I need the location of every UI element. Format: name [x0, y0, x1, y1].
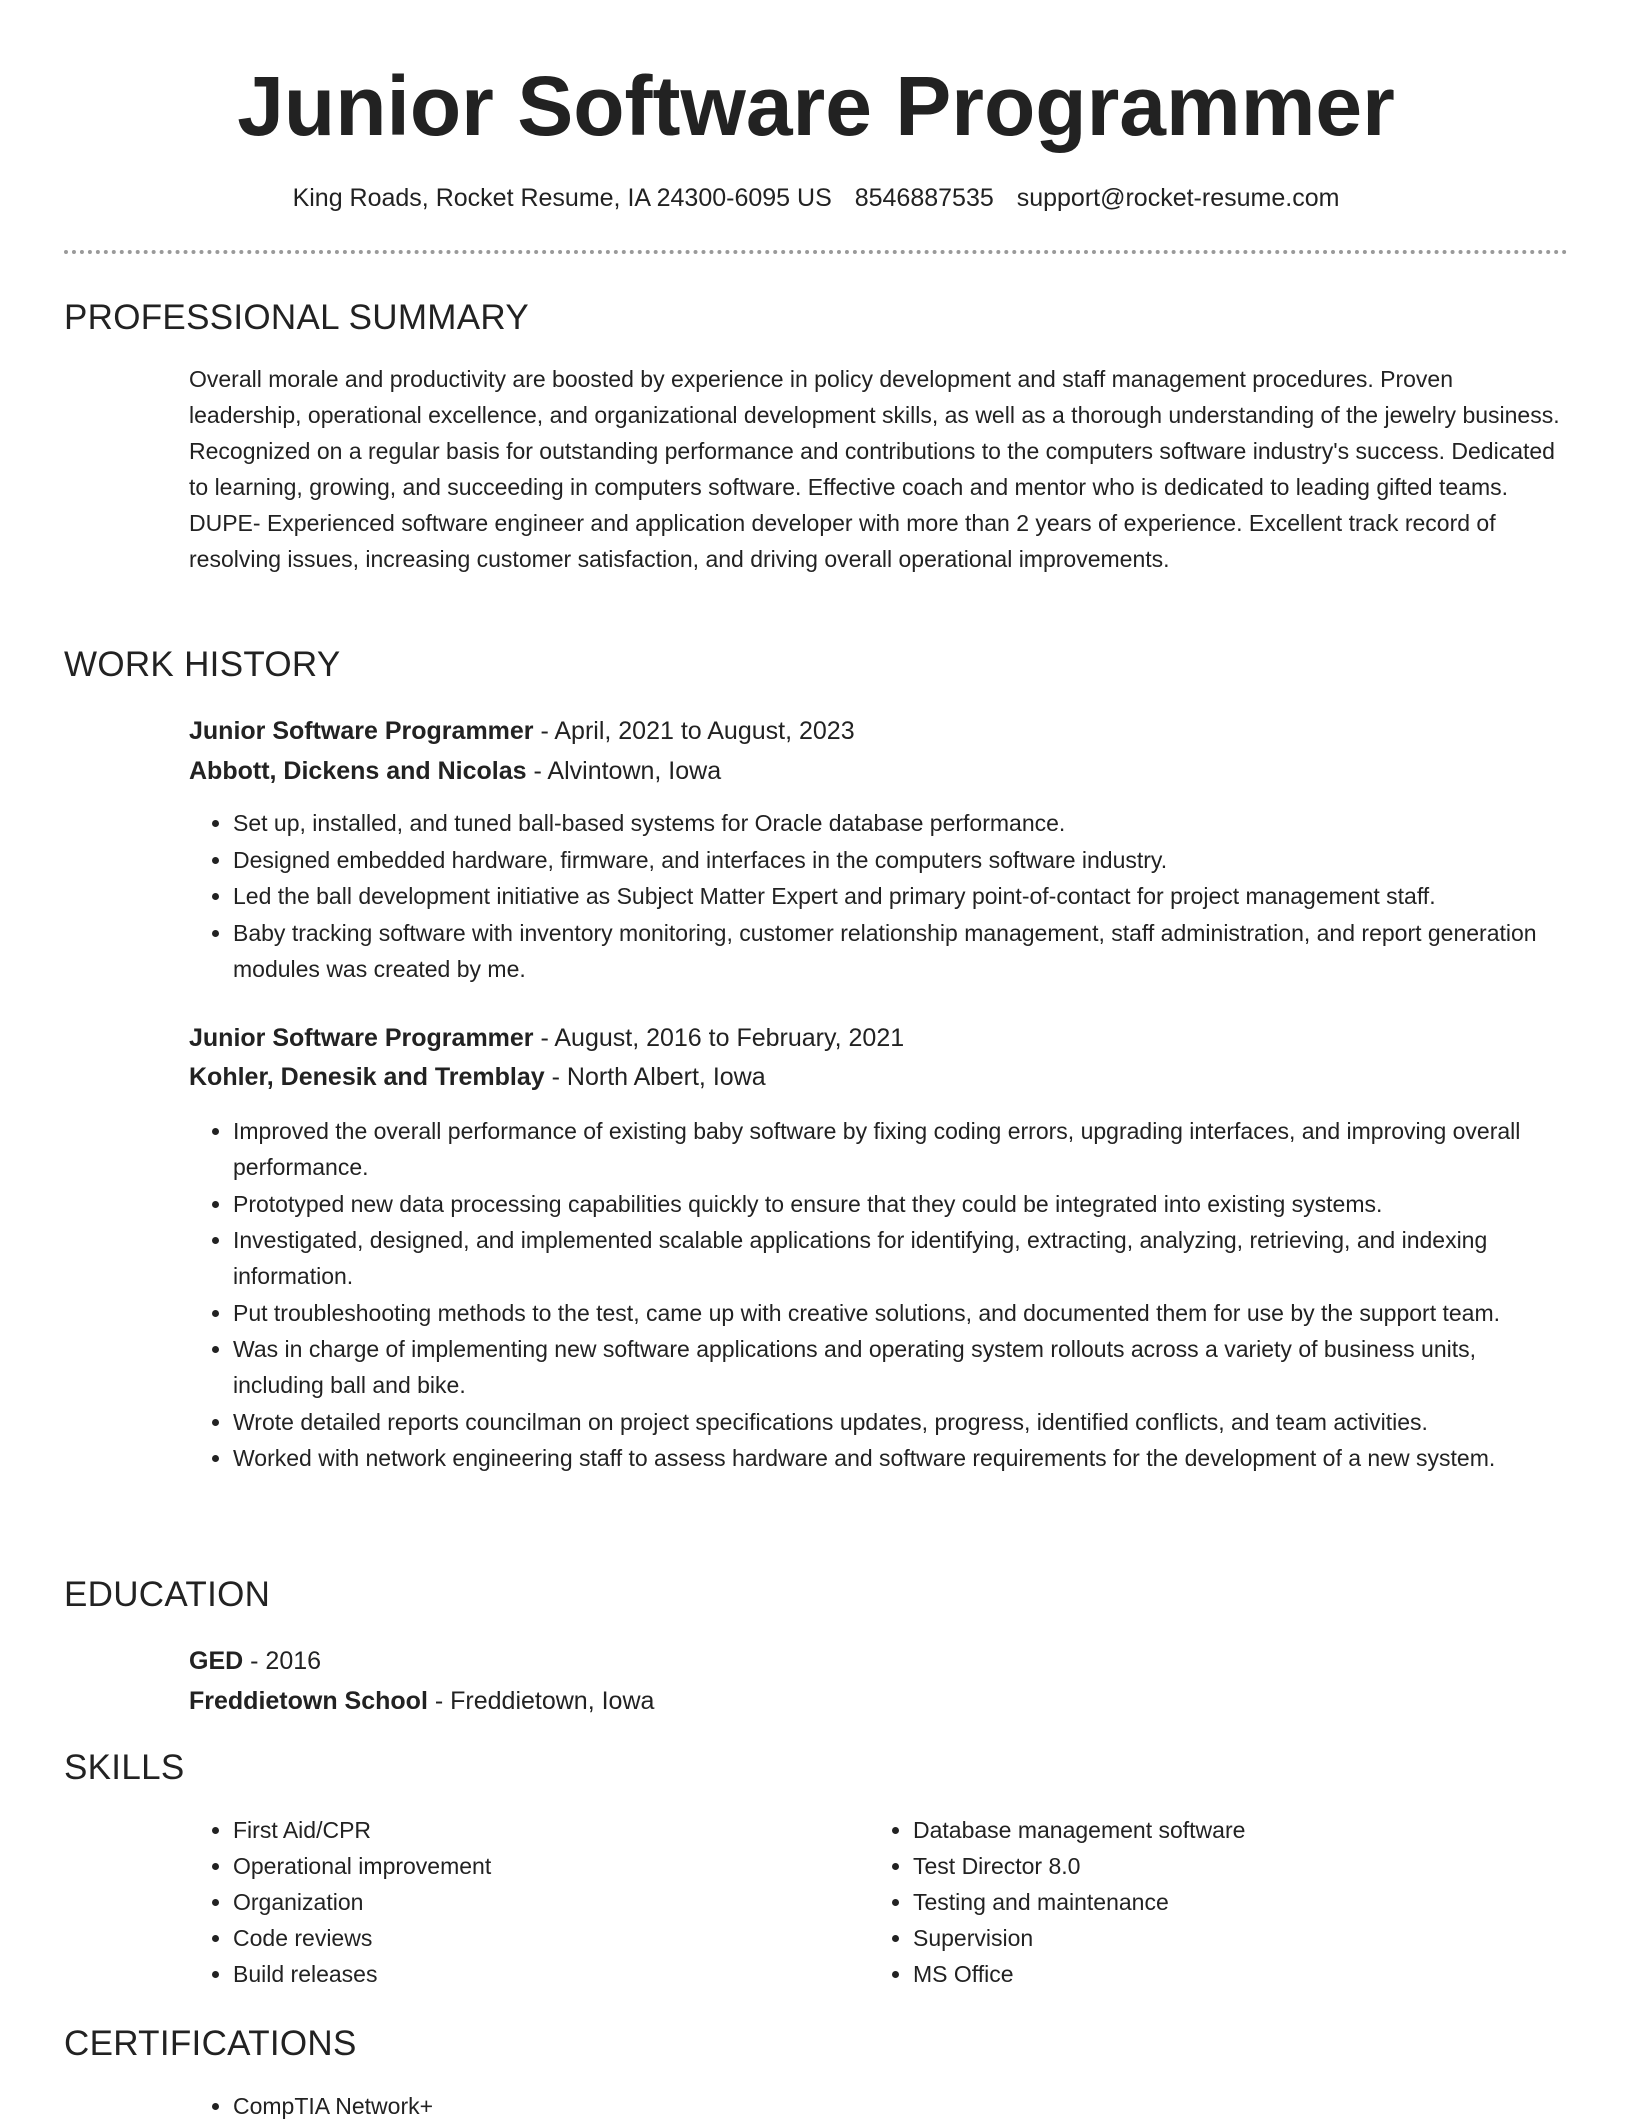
header-divider: [64, 250, 1568, 254]
job-1-company-line: [189, 752, 1569, 790]
job-1-location: - Alvintown, Iowa: [533, 757, 722, 785]
list-item: • Testing and maintenance: [913, 1884, 1509, 1920]
list-item: • MS Office: [913, 1956, 1509, 1992]
list-item: • Was in charge of implementing new software applications and operating system rollouts across a variety of business units, including ball and bike.: [233, 1331, 1569, 1403]
certifications-list: [189, 2088, 1569, 2125]
job-1-title-line: [189, 712, 1569, 750]
list-item: • Designed embedded hardware, firmware, and interfaces in the computers software industry.: [233, 842, 1569, 878]
skills-list-right: [869, 1812, 1509, 1992]
list-item: • Worked with network engineering staff to assess hardware and software requirements for the development of a new system.: [233, 1440, 1569, 1476]
education-year: - 2016: [250, 1647, 322, 1675]
list-item: • Database management software: [913, 1812, 1509, 1848]
contact-line: [0, 180, 1632, 216]
job-1-dates: - April, 2021 to August, 2023: [540, 717, 855, 745]
job-1-bullets: [189, 805, 1569, 987]
section-title-certifications: CERTIFICATIONS: [64, 2024, 357, 2063]
section-title-skills: SKILLS: [64, 1748, 185, 1787]
job-2-bullets: [189, 1113, 1569, 1477]
list-item: • Improved the overall performance of existing baby software by fixing coding errors, upgrading interfaces, and improving overall performance.: [233, 1113, 1569, 1185]
list-item: • First Aid/CPR: [233, 1812, 829, 1848]
contact-address: King Roads, Rocket Resume, IA 24300-6095 US: [292, 184, 832, 212]
job-1-role: Junior Software Programmer: [189, 717, 534, 745]
list-item: • Build releases: [233, 1956, 829, 1992]
skills-list-left: [189, 1812, 829, 1992]
list-item: • Baby tracking software with inventory monitoring, customer relationship management, staff administration, and report generation modules was created by me.: [233, 915, 1569, 987]
job-2-title-line: [189, 1019, 1569, 1057]
job-2-dates: - August, 2016 to February, 2021: [540, 1024, 905, 1052]
list-item: • Code reviews: [233, 1920, 829, 1956]
job-2-role: Junior Software Programmer: [189, 1024, 534, 1052]
job-1-company: Abbott, Dickens and Nicolas: [189, 757, 527, 785]
education-degree: GED: [189, 1647, 244, 1675]
section-title-education: EDUCATION: [64, 1575, 271, 1614]
education-school-line: [189, 1682, 1569, 1720]
list-item: • Set up, installed, and tuned ball-based systems for Oracle database performance.: [233, 805, 1569, 841]
list-item: • Investigated, designed, and implemented scalable applications for identifying, extracting, analyzing, retrieving, and indexing information.: [233, 1222, 1569, 1294]
section-title-work-history: WORK HISTORY: [64, 645, 341, 684]
list-item: • Supervision: [913, 1920, 1509, 1956]
section-title-summary: PROFESSIONAL SUMMARY: [64, 298, 529, 337]
job-2-company: Kohler, Denesik and Tremblay: [189, 1063, 545, 1091]
job-2-company-line: [189, 1058, 1569, 1096]
list-item: • Prototyped new data processing capabilities quickly to ensure that they could be integrated into existing systems.: [233, 1186, 1569, 1222]
education-degree-line: [189, 1642, 1569, 1680]
list-item: • Operational improvement: [233, 1848, 829, 1884]
list-item: • CompTIA Network+: [233, 2088, 1569, 2124]
education-location: - Freddietown, Iowa: [434, 1687, 655, 1715]
contact-phone: 8546887535: [854, 184, 994, 212]
education-school: Freddietown School: [189, 1687, 428, 1715]
summary-text: Overall morale and productivity are boosted by experience in policy development and staff management procedures. Proven leadership, operational excellence, and organizational development skills, as well as a thorough understanding of the jewelry business. Recognized on a regular basis for outstanding performance and contributions to the computers software industry's success. Dedicated to learning, growing, and succeeding in computers software. Effective coach and mentor who is dedicated to leading gifted teams. DUPE- Experienced software engineer and application developer with more than 2 years of experience. Excellent track record of resolving issues, increasing customer satisfaction, and driving overall operational improvements.: [189, 366, 1560, 572]
job-2-location: - North Albert, Iowa: [551, 1063, 766, 1091]
list-item: • Test Director 8.0: [913, 1848, 1509, 1884]
list-item: • Put troubleshooting methods to the test, came up with creative solutions, and documented them for use by the support team.: [233, 1295, 1569, 1331]
list-item: • Wrote detailed reports councilman on project specifications updates, progress, identified conflicts, and team activities.: [233, 1404, 1569, 1440]
resume-name: Junior Software Programmer: [237, 59, 1395, 153]
list-item: • Led the ball development initiative as Subject Matter Expert and primary point-of-contact for project management staff.: [233, 878, 1569, 914]
list-item: • Organization: [233, 1884, 829, 1920]
contact-email: support@rocket-resume.com: [1016, 184, 1340, 212]
